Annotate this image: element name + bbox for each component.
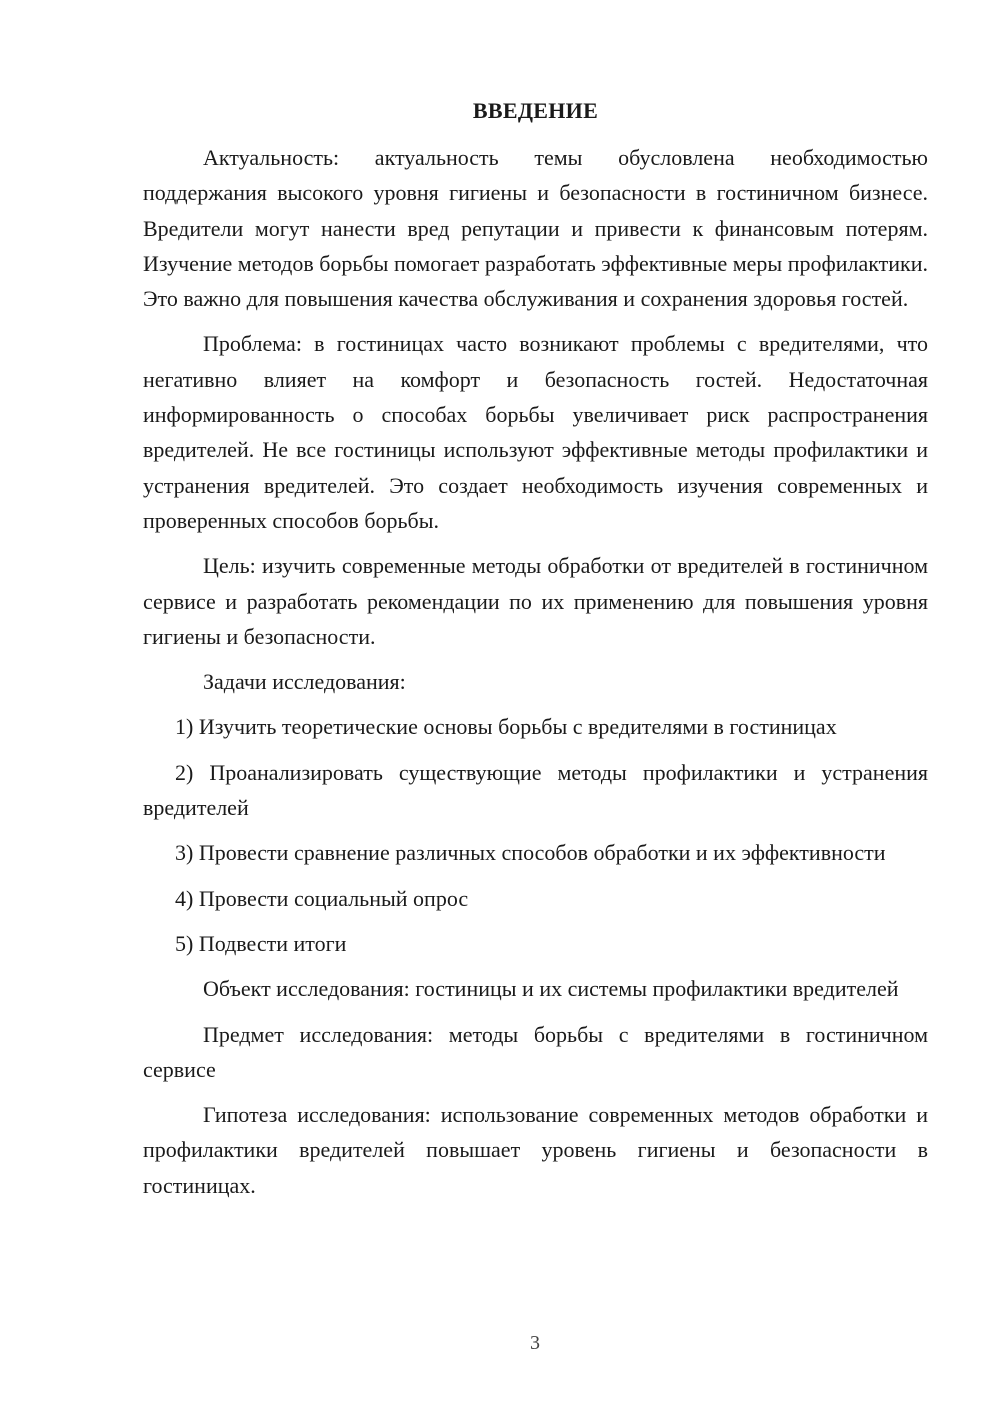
subject-paragraph: Предмет исследования: методы борьбы с вредителями в гостиничном сервисе [143, 1021, 928, 1082]
hypothesis-paragraph: Гипотеза исследования: использование современных методов обработки и профилактики вредителей повышает уровень гигиены и безопасности в гостиницах. [143, 1102, 928, 1198]
page-number: 3 [530, 1332, 540, 1354]
object-paragraph: Объект исследования: гостиницы и их системы профилактики вредителей [203, 976, 899, 1002]
page-title: ВВЕДЕНИЕ [472, 98, 599, 123]
problem-paragraph: Проблема: в гостиницах часто возникают проблемы с вредителями, что негативно влияет на комфорт и безопасность гостей. Недостаточная информированность о способах борьбы увеличивает риск распространения вредителей. Не все гостиницы используют эффективные методы профилактики и устранения вредителей. Это создает необходимость изучения современных и проверенных способов борьбы. [143, 331, 928, 533]
task-item-5: 5) Подвести итоги [175, 930, 347, 956]
task-item-1: 1) Изучить теоретические основы борьбы с вредителями в гостиницах [175, 714, 837, 740]
goal-paragraph: Цель: изучить современные методы обработки от вредителей в гостиничном сервисе и разработать рекомендации по их применению для повышения уровня гигиены и безопасности. [143, 553, 928, 649]
task-item-4: 4) Провести социальный опрос [175, 885, 469, 911]
task-item-2: 2) Проанализировать существующие методы профилактики и устранения вредителей [143, 759, 928, 821]
tasks-heading: Задачи исследования: [203, 669, 406, 695]
task-item-3: 3) Провести сравнение различных способов обработки и их эффективности [175, 840, 886, 866]
relevance-paragraph: Актуальность: актуальность темы обусловлена необходимостью поддержания высокого уровня гигиены и безопасности в гостиничном бизнесе. Вредители могут нанести вред репутации и привести к финансовым потерям. Изучение методов борьбы помогает разработать эффективные меры профилактики. Это важно для повышения качества обслуживания и сохранения здоровья гостей. [143, 145, 928, 312]
page-content [143, 93, 928, 1213]
